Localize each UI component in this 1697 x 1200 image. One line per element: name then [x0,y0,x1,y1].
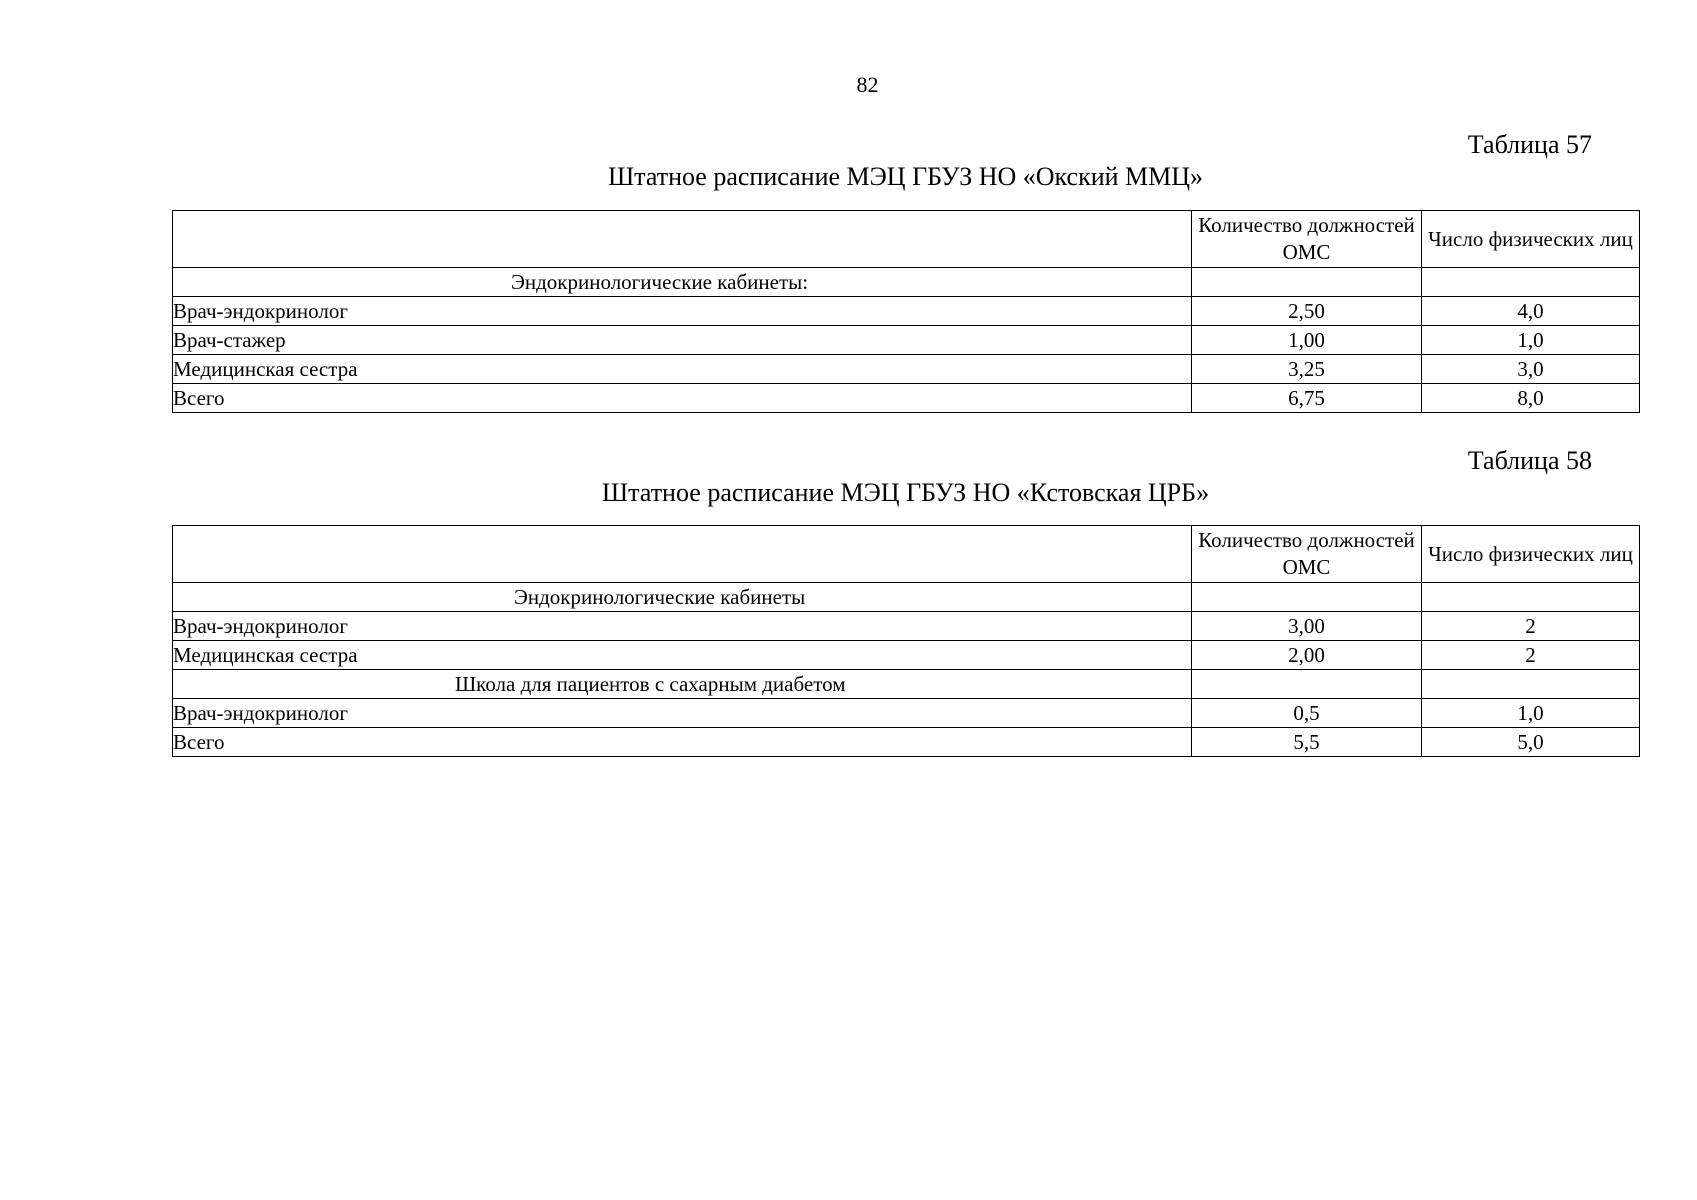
positions-cell: 3,00 [1192,612,1422,641]
table-57-title: Штатное расписание МЭЦ ГБУЗ НО «Окский ММЦ» [607,162,1204,191]
persons-cell: 3,0 [1422,355,1640,384]
positions-cell [1192,670,1422,699]
table-row [173,641,1640,670]
section-label: Эндокринологические кабинеты [173,583,1192,612]
header-positions-count: Количество должностей ОМС [1192,211,1422,268]
positions-cell: 0,5 [1192,699,1422,728]
header-positions-count: Количество должностей ОМС [1192,526,1422,583]
section-label: Эндокринологические кабинеты: [173,268,1192,297]
position-label: Врач-эндокринолог [173,699,1192,728]
page-number: 82 [856,72,879,97]
header-position [173,526,1192,583]
table-header-row [173,526,1640,583]
table-58-title: Штатное расписание МЭЦ ГБУЗ НО «Кстовская ЦРБ» [601,478,1210,507]
table-row [173,699,1640,728]
position-label: Медицинская сестра [173,641,1192,670]
section-row [173,670,1640,699]
header-persons-count: Число физических лиц [1422,211,1640,268]
positions-cell: 1,00 [1192,326,1422,355]
persons-cell: 2 [1422,641,1640,670]
table-row [173,355,1640,384]
persons-cell: 1,0 [1422,699,1640,728]
positions-cell: 2,00 [1192,641,1422,670]
total-positions-cell: 5,5 [1192,728,1422,757]
total-label: Всего [173,384,1192,413]
total-positions-cell: 6,75 [1192,384,1422,413]
staff-schedule-table-58 [172,525,1640,757]
position-label: Врач-стажер [173,326,1192,355]
header-position [173,211,1192,268]
table-row [173,612,1640,641]
section-row [173,583,1640,612]
total-persons-cell: 5,0 [1422,728,1640,757]
position-label: Врач-эндокринолог [173,612,1192,641]
persons-cell: 1,0 [1422,326,1640,355]
positions-cell [1192,583,1422,612]
persons-cell [1422,268,1640,297]
positions-cell: 3,25 [1192,355,1422,384]
table-row [173,297,1640,326]
total-persons-cell: 8,0 [1422,384,1640,413]
positions-cell: 2,50 [1192,297,1422,326]
section-row [173,268,1640,297]
table-57-caption: Таблица 57 [1467,130,1592,159]
persons-cell [1422,670,1640,699]
table-header-row [173,211,1640,268]
total-label: Всего [173,728,1192,757]
persons-cell: 2 [1422,612,1640,641]
total-row [173,384,1640,413]
total-row [173,728,1640,757]
persons-cell [1422,583,1640,612]
table-row [173,326,1640,355]
staff-schedule-table-57 [172,210,1640,413]
position-label: Медицинская сестра [173,355,1192,384]
positions-cell [1192,268,1422,297]
section-label: Школа для пациентов с сахарным диабетом [173,670,1192,699]
persons-cell: 4,0 [1422,297,1640,326]
position-label: Врач-эндокринолог [173,297,1192,326]
header-persons-count: Число физических лиц [1422,526,1640,583]
table-58-caption: Таблица 58 [1467,446,1592,475]
